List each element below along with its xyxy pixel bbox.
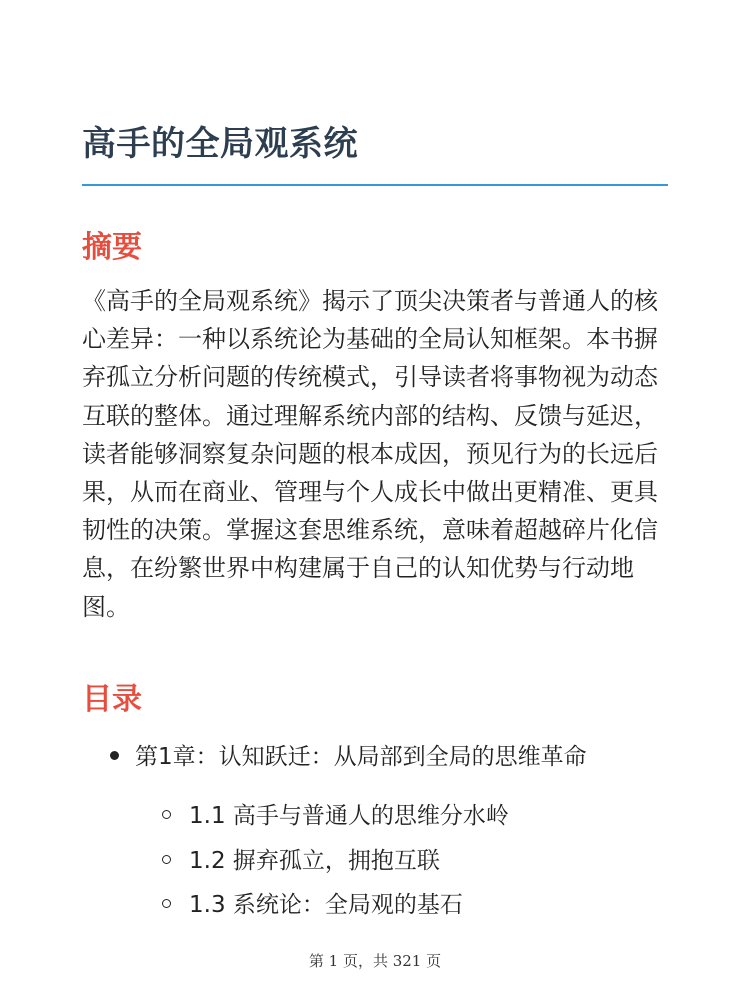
toc-section-1-1: [162, 797, 509, 830]
toc-section-1-2: [162, 842, 440, 875]
toc-section-1-2-label: 1.2 摒弃孤立，拥抱互联: [189, 848, 440, 874]
abstract-paragraph: 《高手的全局观系统》揭示了顶尖决策者与普通人的核心差异：一种以系统论为基础的全局认知框架。本书摒弃孤立分析问题的传统模式，引导读者将事物视为动态互联的整体。通过理解系统内部的结构、反馈与延迟，读者能够洞察复杂问题的根本成因，预见行为的长远后果，从而在商业、管理与个人成长中做出更精准、更具韧性的决策。掌握这套思维系统，意味着超越碎片化信息，在纷繁世界中构建属于自己的认知优势与行动地图。: [82, 287, 658, 621]
toc-chapter-1-label: 第1章：认知跃迁：从局部到全局的思维革命: [135, 744, 587, 770]
hollow-bullet-icon: [162, 810, 171, 819]
page-footer: 第 1 页，共 321 页: [308, 952, 442, 970]
title-divider: [82, 184, 668, 186]
toc-section-1-3: [162, 886, 463, 919]
toc-chapter-1: [110, 738, 587, 771]
toc-section-1-1-label: 1.1 高手与普通人的思维分水岭: [189, 803, 509, 829]
toc-heading: 目录: [82, 682, 142, 717]
hollow-bullet-icon: [162, 899, 171, 908]
hollow-bullet-icon: [162, 855, 171, 864]
toc-section-1-3-label: 1.3 系统论：全局观的基石: [189, 892, 463, 918]
filled-bullet-icon: [110, 751, 119, 760]
abstract-heading: 摘要: [82, 230, 142, 265]
page-title: 高手的全局观系统: [82, 124, 358, 164]
